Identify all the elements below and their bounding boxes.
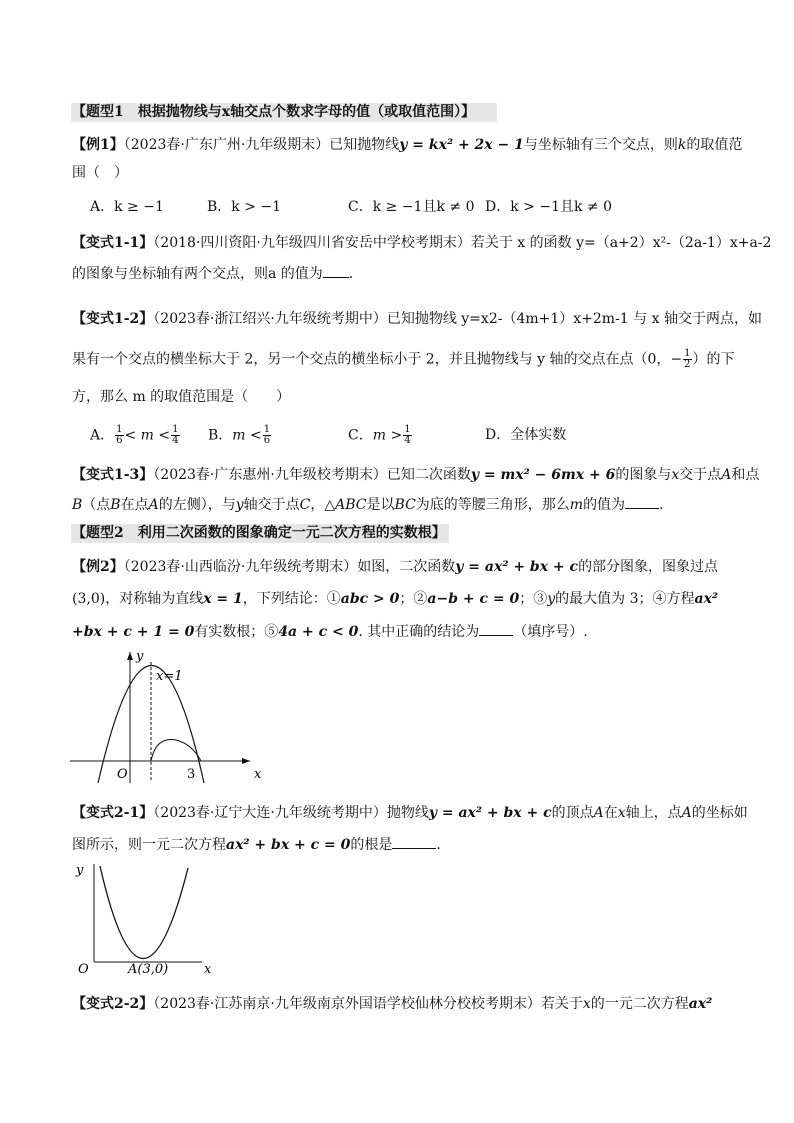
section-header-2: 【题型2 利用二次函数的图象确定一元二次方程的实数根】 xyxy=(71,524,449,543)
answer-blank[interactable] xyxy=(625,494,659,509)
x-label: x xyxy=(204,962,212,977)
variant-2-1-tag: 【变式2-1】 xyxy=(72,805,154,821)
example-2-tag: 【例2】 xyxy=(72,559,124,575)
text: 和点 xyxy=(731,467,760,483)
ex1-choice-c: C．k ≥ −1且k ≠ 0 xyxy=(348,199,475,215)
example-1-line-1 xyxy=(72,135,742,155)
source: （2023春·辽宁大连·九年级统考期中） xyxy=(153,805,387,821)
formula: ax² xyxy=(694,591,719,607)
variant-1-2-line-1 xyxy=(72,309,762,329)
var: A xyxy=(721,467,732,483)
var: A xyxy=(681,805,692,821)
y-axis-arrow xyxy=(127,652,133,660)
var: m xyxy=(569,497,584,513)
text: . 其中正确的结论为 xyxy=(358,624,480,640)
parabola-graph-1 xyxy=(70,648,260,783)
var: BC xyxy=(394,497,416,513)
point-a-label: A(3,0) xyxy=(128,962,169,977)
small-curve xyxy=(151,739,201,761)
num: 1 xyxy=(404,424,411,435)
fraction xyxy=(263,425,271,446)
text: ，下列结论：① xyxy=(242,591,341,607)
var: k xyxy=(677,137,687,153)
var: x xyxy=(671,467,680,483)
text: ）的下 xyxy=(692,351,735,368)
text: 已知抛物线 y=x2-（4m+1）x+2m-1 与 x 轴交于两点，如 xyxy=(386,311,762,327)
parabola xyxy=(100,866,188,959)
v12-choice-b xyxy=(208,425,272,446)
y-label: y xyxy=(136,649,144,664)
formula: y = ax² + bx + c xyxy=(428,805,552,821)
formula: ax² xyxy=(688,996,713,1012)
x-axis-arrow xyxy=(242,758,250,764)
text: 与坐标轴有三个交点，则 xyxy=(523,137,678,153)
text: (3,0)，对称轴为直线 xyxy=(72,591,204,607)
text: 图所示，则一元二次方程 xyxy=(72,837,226,853)
label: A． xyxy=(90,427,115,444)
expr: < m < xyxy=(124,427,171,444)
num: 1 xyxy=(172,424,179,435)
den: 4 xyxy=(172,435,179,446)
text: 果有一个交点的横坐标大于 2，另一个交点的横坐标小于 2，并且抛物线与 y 轴的交点在点（0， xyxy=(72,351,671,368)
variant-1-3-line-1 xyxy=(72,465,759,485)
tick-label: 3 xyxy=(187,767,196,782)
label: B． xyxy=(208,427,233,444)
text: 轴交于点 xyxy=(243,497,300,513)
y-label: y xyxy=(76,863,84,878)
formula: 4a + c < 0 xyxy=(278,624,359,640)
source: （2018·四川资阳·九年级四川省安岳中学校考期末） xyxy=(153,235,471,251)
num: 1 xyxy=(684,348,691,359)
v12-choice-d: D．全体实数 xyxy=(485,427,567,443)
text: ，△ xyxy=(310,497,336,513)
x-label: x xyxy=(254,767,262,782)
text: 若关于 xyxy=(540,996,583,1012)
text: ；③ xyxy=(519,591,548,607)
text: 为底的等腰三角形，那么 xyxy=(415,497,570,513)
text: . xyxy=(436,837,441,853)
den: 2 xyxy=(684,359,691,370)
answer-blank[interactable] xyxy=(479,621,513,636)
text: 交于点 xyxy=(679,467,722,483)
expr: m > xyxy=(372,427,403,444)
text: （填序号）. xyxy=(513,624,588,640)
source: （2023春·广东惠州·九年级校考期末） xyxy=(153,467,387,483)
text: 若关于 x 的函数 y=（a+2）x²-（2a-1）x+a-2 xyxy=(470,235,772,251)
var: B xyxy=(72,497,83,513)
var: A xyxy=(593,805,604,821)
den: 4 xyxy=(404,435,411,446)
variant-1-1-line-1 xyxy=(72,233,771,253)
formula: x = 1 xyxy=(203,591,243,607)
text: 轴上，点 xyxy=(625,805,682,821)
var: C xyxy=(299,497,311,513)
expr: m < xyxy=(232,427,262,444)
example-2-line-1 xyxy=(72,557,718,577)
answer-blank[interactable] xyxy=(392,834,436,849)
v12-choice-a xyxy=(90,425,181,446)
var: y xyxy=(235,497,244,513)
formula: y = ax² + bx + c xyxy=(455,559,579,575)
minus-sign: − xyxy=(670,351,683,368)
den: 6 xyxy=(263,435,271,446)
formula: +bx + c + 1 = 0 xyxy=(72,624,195,640)
answer-blank[interactable] xyxy=(323,263,349,278)
var: x xyxy=(617,805,626,821)
text: 的取值范 xyxy=(686,137,743,153)
variant-1-2-line-2 xyxy=(72,349,735,370)
text: （点 xyxy=(82,497,111,513)
text: . xyxy=(348,266,354,282)
parabola-graph-2 xyxy=(70,858,230,980)
var: y xyxy=(547,591,556,607)
variant-2-1-line-2 xyxy=(72,834,441,855)
fraction xyxy=(115,425,123,446)
text: ；② xyxy=(399,591,428,607)
source: （2023春·浙江绍兴·九年级统考期中） xyxy=(153,311,387,327)
text: 的顶点 xyxy=(551,805,594,821)
variant-1-1-line-2 xyxy=(72,263,353,284)
formula: a−b + c = 0 xyxy=(427,591,520,607)
variant-2-1-line-1 xyxy=(72,803,748,823)
text: 的根是 xyxy=(350,837,393,853)
text: 的部分图象，图象过点 xyxy=(578,559,719,575)
variant-1-1-tag: 【变式1-1】 xyxy=(72,235,154,251)
example-1-source: （2023春·广东广州·九年级期末） xyxy=(123,137,330,153)
example-2-line-2 xyxy=(72,589,718,609)
variant-1-2-line-3: 方，那么 m 的取值范围是（ ） xyxy=(72,389,291,405)
var: B xyxy=(110,497,121,513)
text: 的一元二次方程 xyxy=(590,996,689,1012)
source: （2023春·山西临汾·九年级统考期末） xyxy=(123,559,358,575)
variant-1-3-line-2 xyxy=(72,494,664,515)
text: 是以 xyxy=(366,497,395,513)
formula: y = kx² + 2x − 1 xyxy=(399,137,524,153)
section-header-1: 【题型1 根据抛物线与x轴交点个数求字母的值（或取值范围）】 xyxy=(71,103,497,122)
formula: y = mx² − 6mx + 6 xyxy=(470,467,616,483)
text: 的左侧），与 xyxy=(158,497,236,513)
var: x xyxy=(582,996,591,1012)
variant-1-2-tag: 【变式1-2】 xyxy=(72,311,154,327)
variant-2-2-tag: 【变式2-2】 xyxy=(72,996,154,1012)
formula: abc > 0 xyxy=(340,591,400,607)
example-1-line-2: 围（ ） xyxy=(72,165,128,181)
origin-label: O xyxy=(78,962,89,977)
text: 的坐标如 xyxy=(691,805,748,821)
text: . xyxy=(659,497,664,513)
text: 在 xyxy=(603,805,618,821)
example-2-line-3 xyxy=(72,621,588,642)
text: 已知二次函数 xyxy=(386,467,471,483)
var: A xyxy=(148,497,159,513)
ex1-choice-b: B．k > −1 xyxy=(207,199,282,215)
symmetry-label: x=1 xyxy=(156,669,183,684)
den: 6 xyxy=(116,435,123,446)
text: 的最大值为 3；④方程 xyxy=(555,591,695,607)
v12-choice-c xyxy=(348,425,413,446)
source: （2023春·江苏南京·九年级南京外国语学校仙林分校校考期末） xyxy=(153,996,541,1012)
text: 的图象与坐标轴有两个交点，则a 的值为 xyxy=(72,266,323,282)
var: ABC xyxy=(335,497,367,513)
formula: ax² + bx + c = 0 xyxy=(226,837,351,853)
variant-1-3-tag: 【变式1-3】 xyxy=(72,467,154,483)
text: 的图象与 xyxy=(615,467,672,483)
fraction xyxy=(171,425,179,446)
text: 如图，二次函数 xyxy=(357,559,456,575)
variant-2-2-line-1 xyxy=(72,994,712,1014)
origin-label: O xyxy=(117,767,128,782)
example-1-tag: 【例1】 xyxy=(72,137,124,153)
num: 1 xyxy=(116,424,123,435)
text: 有实数根；⑤ xyxy=(194,624,279,640)
fraction xyxy=(683,349,691,370)
label: C． xyxy=(348,427,373,444)
fraction xyxy=(403,425,411,446)
ex1-choice-d: D．k > −1且k ≠ 0 xyxy=(485,199,612,215)
text: 的值为 xyxy=(583,497,626,513)
text: 已知抛物线 xyxy=(329,137,400,153)
num: 1 xyxy=(263,424,271,435)
text: 抛物线 xyxy=(386,805,429,821)
ex1-choice-a: A．k ≥ −1 xyxy=(90,199,164,215)
text: 在点 xyxy=(120,497,149,513)
